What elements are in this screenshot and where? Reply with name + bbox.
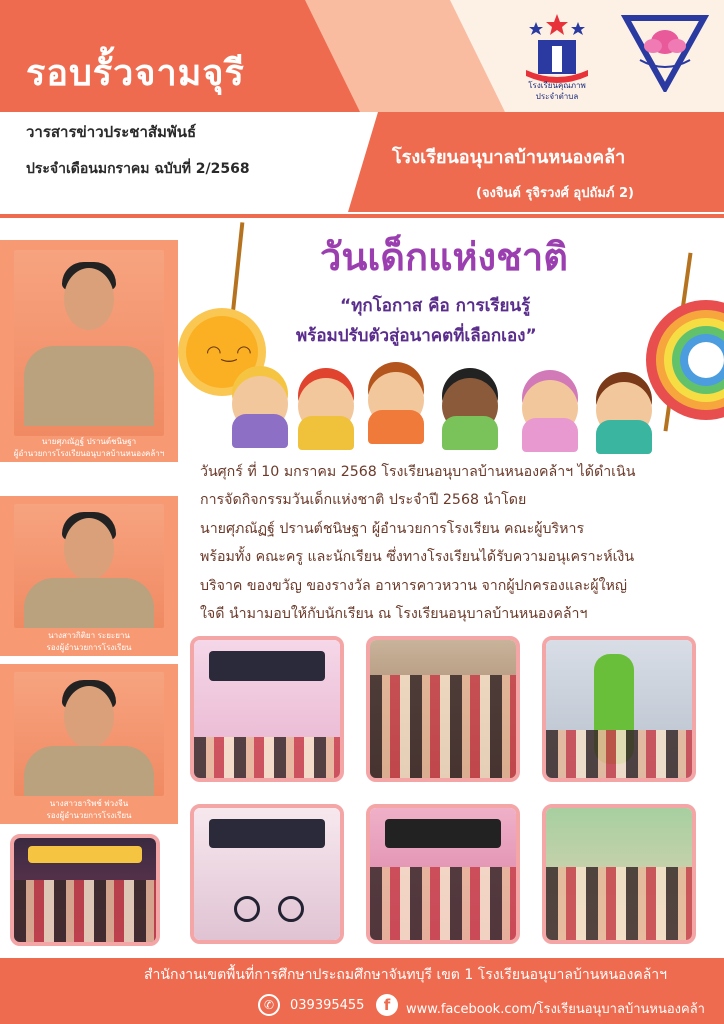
event-photo-group [10,834,160,946]
phone-icon: ✆ [258,994,280,1016]
photo-crowd [546,867,692,940]
event-photo-outdoor [542,804,696,944]
school-name: โรงเรียนอนุบาลบ้านหนองคล้า [392,147,626,168]
article-line: พร้อมทั้ง คณะครู และนักเรียน ซึ่งทางโรงเรียนได้รับความอนุเคราะห์เงิน [200,549,635,566]
kid-illustration-body [298,416,354,450]
photo-crowd [14,880,156,942]
newsletter-title: รอบรั้วจามจุรี [26,53,245,94]
anuban-school-logo [620,12,710,92]
photo-stage-banner [209,651,326,681]
photo-stage-banner [385,819,502,848]
sun-face: ◠‿◠ [206,342,252,363]
banner-quote-line2: พร้อมปรับตัวสู่อนาคตที่เลือกเอง” [296,326,537,346]
issue-label: ประจำเดือนมกราคม ฉบับที่ 2/2568 [26,161,250,177]
staff-card-director [0,240,178,462]
kid-illustration-body [368,410,424,444]
quality-school-logo-text: โรงเรียนคุณภาพ ประจำตำบล [528,81,586,101]
staff-photo-uniform [24,578,154,628]
staff-name: นางสาวธาริพช์ พ่วงจีน [49,799,129,808]
newsletter-subtitle: วารสารข่าวประชาสัมพันธ์ [26,123,197,141]
event-photo-costumes [366,804,520,944]
school-patronage: (จงจินต์ รุจิรวงศ์ อุปถัมภ์ 2) [476,186,634,201]
photo-stage-banner [28,846,142,863]
article-line: นายศุภณัฏฐ์ ปรานต์ชนิษฐา ผู้อำนวยการโรงเรียน คณะผู้บริหาร [200,520,585,537]
kid-illustration-body [596,420,652,454]
staff-caption [0,798,178,822]
footer-phone[interactable]: 039395455 [290,998,365,1013]
event-photo-mascot [542,636,696,782]
photo-bicycle-wheel [278,896,304,922]
staff-caption [0,630,178,654]
staff-photo-uniform [24,746,154,796]
staff-photo-uniform [24,346,154,426]
article-line: บริจาค ของขวัญ ของรางวัล อาหารคาวหวาน จากผู้ปกครองและผู้ใหญ่ [200,577,627,594]
facebook-icon: f [376,994,398,1016]
staff-photo [14,672,164,796]
staff-role: รองผู้อำนวยการโรงเรียน [46,811,132,820]
article-line: วันศุกร์ ที่ 10 มกราคม 2568 โรงเรียนอนุบาลบ้านหนองคล้าฯ ได้ดำเนิน [200,464,636,480]
kid-illustration-body [442,416,498,450]
event-photo-stage [190,636,344,782]
article-line: ใจดี นำมามอบให้กับนักเรียน ณ โรงเรียนอนุบาลบ้านหนองคล้าฯ [200,606,588,623]
staff-role: รองผู้อำนวยการโรงเรียน [46,643,132,652]
article-line: การจัดกิจกรรมวันเด็กแห่งชาติ ประจำปี 2568 นำโดย [200,492,527,509]
footer-facebook-link[interactable]: www.facebook.com/โรงเรียนอนุบาลบ้านหนองคล้า [406,1002,705,1017]
banner-quote-line1: “ทุกโอกาส คือ การเรียนรู้ [340,296,531,316]
photo-crowd [370,867,516,940]
banner-title: วันเด็กแห่งชาติ [320,235,568,279]
photo-crowd [546,730,692,778]
staff-caption [0,436,178,460]
staff-name: นางสาวกิติยา ระยะยาน [48,631,130,640]
staff-photo-face [64,686,114,748]
kid-illustration-body [522,418,578,452]
staff-card-deputy-2 [0,664,178,824]
staff-photo [14,504,164,628]
staff-photo-face [64,268,114,330]
header-divider [0,214,724,218]
photo-bicycle-wheel [234,896,260,922]
kid-illustration-body [232,414,288,448]
event-photo-bicycle [190,804,344,944]
staff-name: นายศุภณัฏฐ์ ปรานต์ชนิษฐา [41,437,137,446]
staff-photo-face [64,518,114,580]
footer-office: สำนักงานเขตพื้นที่การศึกษาประถมศึกษาจันทบุรี เขต 1 โรงเรียนอนุบาลบ้านหนองคล้าฯ [144,967,667,983]
staff-card-deputy-1 [0,496,178,656]
event-photo-crowd [366,636,520,782]
photo-crowd [194,737,340,778]
staff-photo [14,250,164,436]
staff-role: ผู้อำนวยการโรงเรียนอนุบาลบ้านหนองคล้าฯ [13,449,165,458]
article-body [200,458,710,628]
photo-crowd [370,675,516,779]
photo-stage-banner [209,819,326,848]
